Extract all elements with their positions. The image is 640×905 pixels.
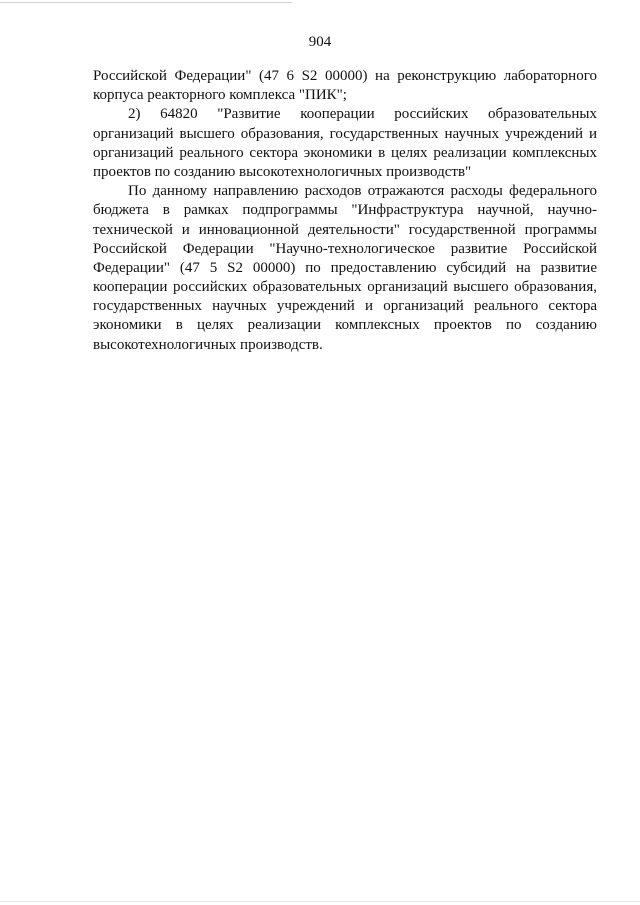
text-line: корпуса реакторного комплекса "ПИК"; [93,87,347,104]
text-line: Российской Федерации" (47 6 S2 00000) на реконструкцию лабораторного [93,68,597,84]
text-line: кооперации российских образовательных организаций высшего образования, [93,279,597,296]
paragraph-3 [93,182,597,355]
page-number: 904 [308,34,332,50]
text-line: бюджета в рамках подпрограммы "Инфраструктура научной, научно- [93,202,597,219]
text-line: организаций высшего образования, государственных научных учреждений и [93,125,597,142]
scan-edge-bottom [0,901,640,902]
text-line: Российской Федерации "Научно-технологическое развитие Российской [93,240,597,257]
paragraph-2 [93,105,597,182]
text-line: По данному направлению расходов отражаются расходы федерального [128,183,597,200]
text-line: государственных научных учреждений и организаций реального сектора [93,298,597,315]
text-line: экономики в целях реализации комплексных проектов по созданию [93,317,597,334]
scan-edge-top [0,2,292,3]
text-line: высокотехнологичных производств. [93,336,323,353]
text-line: Федерации" (47 5 S2 00000) по предоставлению субсидий на развитие [93,259,597,276]
text-line: 2) 64820 "Развитие кооперации российских образовательных [128,106,597,123]
document-body [93,67,597,355]
text-line: организаций реального сектора экономики в целях реализации комплексных [93,144,597,161]
text-line: проектов по созданию высокотехнологичных производств" [93,163,472,180]
paragraph-1 [93,67,597,105]
text-line: технической и инновационной деятельности" государственной программы [93,221,597,238]
